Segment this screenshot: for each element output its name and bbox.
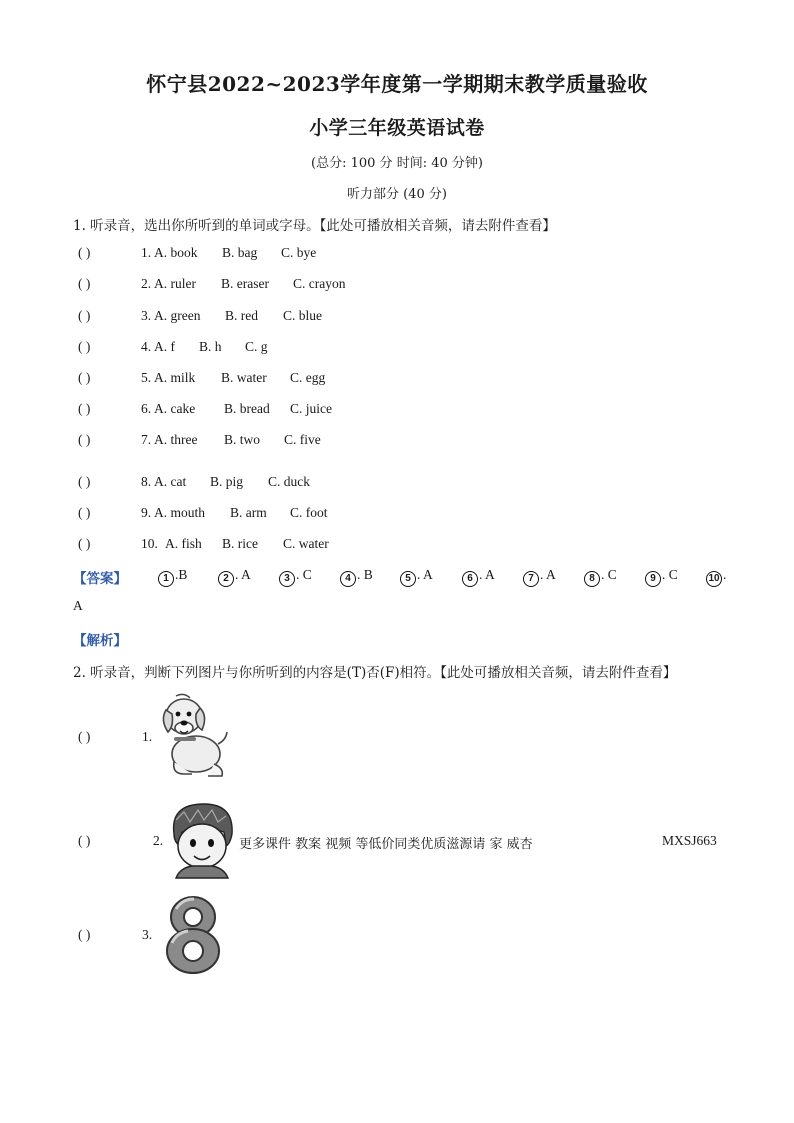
- answer-number-badge: 10: [706, 571, 722, 587]
- answer-3: [279, 567, 312, 587]
- exam-subtitle: 小学三年级英语试卷: [309, 117, 485, 139]
- q1-item-1-option-b: B. bag: [222, 245, 258, 260]
- q1-item-3-item-number: 3.: [141, 308, 152, 323]
- answer-wrap: A: [73, 598, 83, 613]
- q1-item-8-option-b: B. pig: [210, 474, 244, 489]
- q1-item-10-option-c: C. water: [283, 536, 329, 551]
- q1-item-3-answer-blank[interactable]: ( ): [78, 308, 91, 323]
- q1-item-4-item-number: 4.: [141, 339, 152, 354]
- answer-value: . A: [417, 567, 433, 582]
- answer-7: [523, 567, 556, 587]
- q1-item-2-answer-blank[interactable]: ( ): [78, 276, 91, 291]
- answer-5: [400, 567, 433, 587]
- q2-item-2-number: 2.: [153, 833, 164, 848]
- answer-number-badge: 1: [158, 571, 174, 587]
- answer-number-badge: 7: [523, 571, 539, 587]
- q1-item-6-option-b: B. bread: [224, 401, 270, 416]
- number-eight-picture: [160, 893, 226, 975]
- answer-value: . A: [235, 567, 251, 582]
- answer-number-badge: 8: [584, 571, 600, 587]
- q1-item-4-option-a: A. f: [154, 339, 175, 354]
- q1-item-5-option-a: A. milk: [154, 370, 196, 385]
- q2-item-3-paren[interactable]: ( ): [78, 927, 91, 942]
- q1-item-1-answer-blank[interactable]: ( ): [78, 245, 91, 260]
- watermark-text: 更多课件 教案 视频 等低价同类优质滋源请 家 威杏: [239, 837, 533, 852]
- q1-item-8-answer-blank[interactable]: ( ): [78, 474, 91, 489]
- answer-number-badge: 2: [218, 571, 234, 587]
- q2-item-1-paren[interactable]: ( ): [78, 729, 91, 744]
- q1-item-3-option-b: B. red: [225, 308, 258, 323]
- q1-item-1-item-number: 1.: [141, 245, 152, 260]
- answer-9: [645, 567, 678, 587]
- q1-item-5-option-b: B. water: [221, 370, 267, 385]
- answer-1: [158, 567, 187, 587]
- section-title: 听力部分 (40 分): [347, 187, 447, 202]
- answer-value: . C: [296, 567, 312, 582]
- q2-item-2-paren[interactable]: ( ): [78, 833, 91, 848]
- dog-picture: [156, 692, 228, 780]
- q1-item-4-answer-blank[interactable]: ( ): [78, 339, 91, 354]
- q1-item-10-option-b: B. rice: [222, 536, 258, 551]
- q1-item-3-option-a: A. green: [154, 308, 201, 323]
- q1-item-9-answer-blank[interactable]: ( ): [78, 505, 91, 520]
- question-2-prompt: 2. 听录音，判断下列图片与你所听到的内容是(T)否(F)相符。【此处可播放相关音频，请去附件查看】: [73, 665, 677, 681]
- q2-item-1-number: 1.: [142, 729, 153, 744]
- q1-item-8-option-a: A. cat: [154, 474, 187, 489]
- q1-item-1-option-a: A. book: [154, 245, 198, 260]
- q1-item-8-item-number: 8.: [141, 474, 152, 489]
- q1-item-7-item-number: 7.: [141, 432, 152, 447]
- answer-value: .B: [175, 567, 188, 582]
- q1-item-7-option-b: B. two: [224, 432, 261, 447]
- q1-item-9-option-c: C. foot: [290, 505, 328, 520]
- q1-item-1-option-c: C. bye: [281, 245, 317, 260]
- q2-item-3-number: 3.: [142, 927, 153, 942]
- answer-value: .: [723, 567, 727, 582]
- q1-item-7-option-a: A. three: [154, 432, 198, 447]
- answer-10: [706, 567, 726, 587]
- answer-value: . B: [357, 567, 373, 582]
- answer-number-badge: 5: [400, 571, 416, 587]
- boy-picture: [166, 800, 236, 880]
- answer-number-badge: 6: [462, 571, 478, 587]
- answer-value: . A: [479, 567, 495, 582]
- q1-item-5-item-number: 5.: [141, 370, 152, 385]
- question-1-prompt: 1. 听录音，选出你所听到的单词或字母。【此处可播放相关音频，请去附件查看】: [73, 218, 556, 234]
- analysis-tag: 【解析】: [73, 633, 127, 649]
- q1-item-5-option-c: C. egg: [290, 370, 326, 385]
- answer-number-badge: 4: [340, 571, 356, 587]
- answer-8: [584, 567, 617, 587]
- q1-item-7-option-c: C. five: [284, 432, 321, 447]
- answer-number-badge: 9: [645, 571, 661, 587]
- q1-item-10-item-number: 10.: [141, 536, 158, 551]
- exam-info: (总分: 100 分 时间: 40 分钟): [311, 156, 483, 171]
- q1-item-6-option-a: A. cake: [154, 401, 196, 416]
- q1-item-4-option-c: C. g: [245, 339, 268, 354]
- q1-item-6-answer-blank[interactable]: ( ): [78, 401, 91, 416]
- q1-item-6-option-c: C. juice: [290, 401, 332, 416]
- answer-2: [218, 567, 251, 587]
- q1-item-9-option-b: B. arm: [230, 505, 267, 520]
- q1-item-8-option-c: C. duck: [268, 474, 310, 489]
- q1-item-10-answer-blank[interactable]: ( ): [78, 536, 91, 551]
- q1-item-2-option-c: C. crayon: [293, 276, 346, 291]
- q1-item-9-item-number: 9.: [141, 505, 152, 520]
- q1-item-2-option-b: B. eraser: [221, 276, 269, 291]
- q1-item-7-answer-blank[interactable]: ( ): [78, 432, 91, 447]
- q1-item-3-option-c: C. blue: [283, 308, 322, 323]
- q1-item-5-answer-blank[interactable]: ( ): [78, 370, 91, 385]
- answer-number-badge: 3: [279, 571, 295, 587]
- q1-item-6-item-number: 6.: [141, 401, 152, 416]
- answer-value: . C: [601, 567, 617, 582]
- q1-item-2-option-a: A. ruler: [154, 276, 196, 291]
- exam-title: 怀宁县2022~2023学年度第一学期期末教学质量验收: [146, 72, 648, 96]
- watermark-code: MXSJ663: [662, 833, 717, 848]
- answer-value: . A: [540, 567, 556, 582]
- q1-item-9-option-a: A. mouth: [154, 505, 206, 520]
- q1-item-10-option-a: A. fish: [165, 536, 202, 551]
- answer-4: [340, 567, 373, 587]
- q1-item-4-option-b: B. h: [199, 339, 222, 354]
- answer-tag: 【答案】: [73, 571, 127, 587]
- q1-item-2-item-number: 2.: [141, 276, 152, 291]
- answer-6: [462, 567, 495, 587]
- answer-value: . C: [662, 567, 678, 582]
